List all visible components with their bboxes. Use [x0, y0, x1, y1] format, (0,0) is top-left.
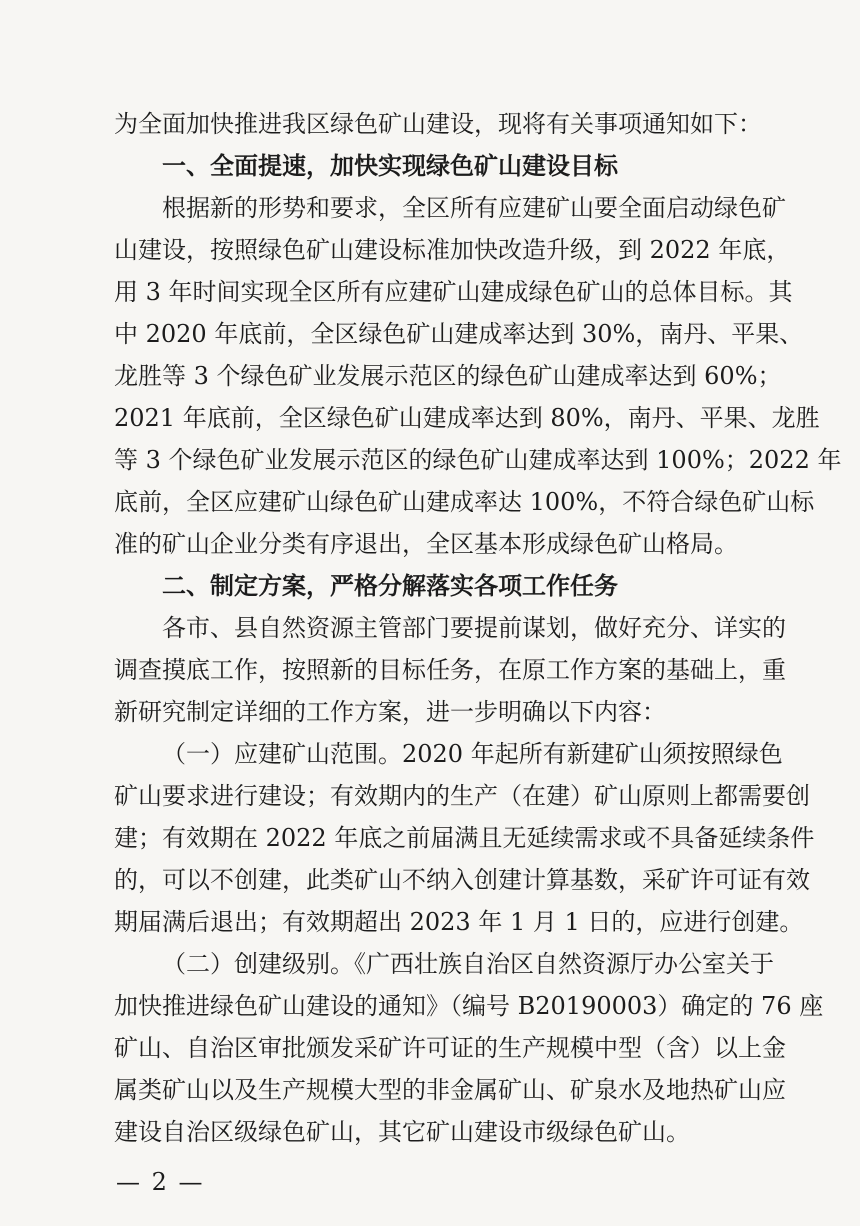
intro-line: 为全面加快推进我区绿色矿山建设，现将有关事项通知如下：	[114, 110, 762, 138]
paragraph-line: 建设自治区级绿色矿山，其它矿山建设市级绿色矿山。	[114, 1118, 690, 1146]
paragraph-line: 中 2020 年底前，全区绿色矿山建成率达到 30%，南丹、平果、	[114, 320, 804, 348]
paragraph-line: 山建设，按照绿色矿山建设标准加快改造升级，到 2022 年底，	[114, 236, 791, 264]
paragraph-line: 新研究制定详细的工作方案，进一步明确以下内容：	[114, 698, 666, 726]
paragraph-line: 属类矿山以及生产规模大型的非金属矿山、矿泉水及地热矿山应	[114, 1076, 786, 1104]
paragraph-line: 各市、县自然资源主管部门要提前谋划，做好充分、详实的	[162, 614, 786, 642]
page-number: — 2 —	[116, 1168, 205, 1196]
paragraph-line: 等 3 个绿色矿业发展示范区的绿色矿山建成率达到 100%；2022 年	[114, 446, 842, 474]
section1-heading: 一、全面提速，加快实现绿色矿山建设目标	[162, 152, 618, 180]
paragraph-line: 准的矿山企业分类有序退出，全区基本形成绿色矿山格局。	[114, 530, 738, 558]
paragraph-line: 期届满后退出；有效期超出 2023 年 1 月 1 日的，应进行创建。	[114, 908, 804, 936]
paragraph-line: 矿山、自治区审批颁发采矿许可证的生产规模中型（含）以上金	[114, 1034, 786, 1062]
paragraph-line: 加快推进绿色矿山建设的通知》（编号 B20190003）确定的 76 座	[114, 992, 824, 1020]
paragraph-line: 2021 年底前，全区绿色矿山建成率达到 80%，南丹、平果、龙胜	[114, 404, 820, 432]
paragraph-line: 用 3 年时间实现全区所有应建矿山建成绿色矿山的总体目标。其	[114, 278, 793, 306]
paragraph-line: 的，可以不创建，此类矿山不纳入创建计算基数，采矿许可证有效	[114, 866, 810, 894]
paragraph-line: 矿山要求进行建设；有效期内的生产（在建）矿山原则上都需要创	[114, 782, 810, 810]
paragraph-line: （二）创建级别。《广西壮族自治区自然资源厅办公室关于	[162, 950, 774, 978]
section2-heading: 二、制定方案，严格分解落实各项工作任务	[162, 572, 618, 600]
paragraph-line: （一）应建矿山范围。2020 年起所有新建矿山须按照绿色	[162, 740, 783, 768]
paragraph-line: 调查摸底工作，按照新的目标任务，在原工作方案的基础上，重	[114, 656, 786, 684]
paragraph-line: 建；有效期在 2022 年底之前届满且无延续需求或不具备延续条件	[114, 824, 815, 852]
paragraph-line: 根据新的形势和要求，全区所有应建矿山要全面启动绿色矿	[162, 194, 786, 222]
paragraph-line: 底前，全区应建矿山绿色矿山建成率达 100%，不符合绿色矿山标	[114, 488, 815, 516]
paragraph-line: 龙胜等 3 个绿色矿业发展示范区的绿色矿山建成率达到 60%；	[114, 362, 782, 390]
